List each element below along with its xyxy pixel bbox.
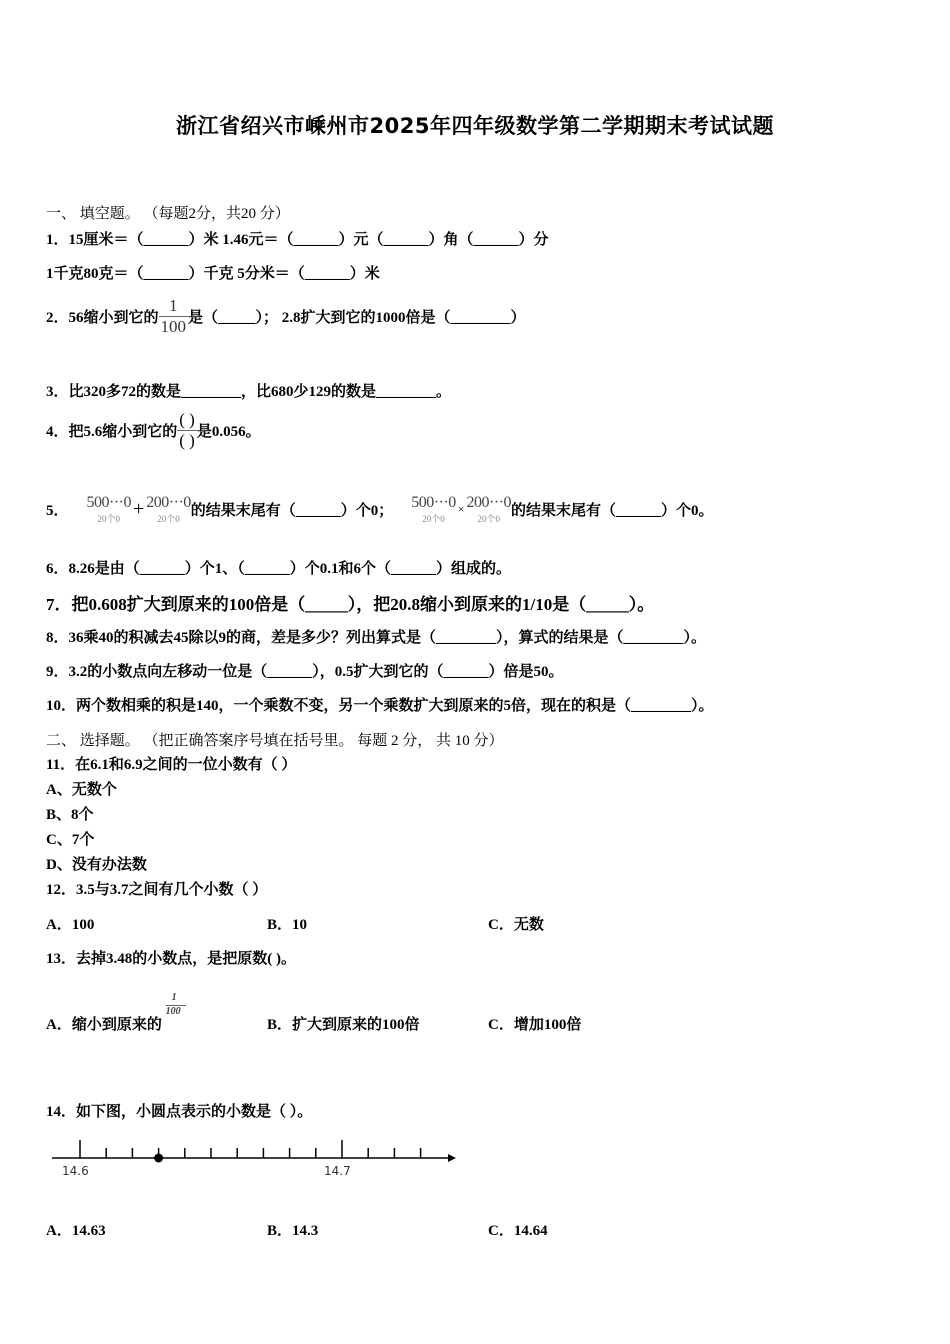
expression-text: 500···0 [86,494,131,511]
question-1a: 1．15厘米＝（______）米 1.46元＝（______）元（______）角（______）分 [46,232,549,248]
question-11-option-c[interactable]: C、7个 [46,832,95,848]
fraction-denominator: 100 [160,317,187,336]
question-2 [46,296,526,337]
question-5 [46,494,714,525]
question-5-number: 5． [46,503,69,519]
question-7: 7．把0.608扩大到原来的100倍是（_____），把20.8缩小到原来的1/10是（_____）。 [46,595,655,614]
number-line-label-start: 14.6 [62,1164,89,1178]
question-13-option-c[interactable]: C．增加100倍 [488,1017,582,1033]
option-a-text: A．缩小到原来的 [46,1017,162,1033]
question-11-option-a[interactable]: A、无数个 [46,782,117,798]
expression-sub: 20个0 [157,514,180,524]
fraction-denominator: ( ) [179,431,195,450]
question-4-pre: 4．把5.6缩小到它的 [46,424,178,440]
question-2-post: 是（_____）； 2.8扩大到它的1000倍是（________） [188,310,526,326]
section-1-heading: 一、 填空题。 （每题2分，共20 分） [46,206,290,222]
page-title: 浙江省绍兴市嵊州市2025年四年级数学第二学期期末考试试题 [176,114,774,138]
question-11-stem: 11．在6.1和6.9之间的一位小数有（ ） [46,757,297,773]
question-14-stem: 14．如下图，小圆点表示的小数是（ ）。 [46,1104,313,1120]
expression-sub: 20个0 [422,514,445,524]
question-3: 3．比320多72的数是________，比680少129的数是________。 [46,384,452,400]
question-5-mid: 的结果末尾有（______）个0； [190,503,394,519]
question-4-post: 是0.056。 [196,424,261,440]
arrow-right-icon [448,1154,456,1162]
fraction-blank [177,410,197,451]
number-line-ticks [80,1140,421,1158]
question-11-option-d[interactable]: D、没有办法数 [46,857,147,873]
question-13-stem: 13．去掉3.48的小数点，是把原数( )。 [46,951,296,967]
question-12-stem: 12．3.5与3.7之间有几个小数（ ） [46,882,268,898]
question-6: 6．8.26是由（______）个1、（______）个0.1和6个（______）组成的。 [46,561,512,577]
fraction-1-100 [165,992,188,1029]
question-12-option-a[interactable]: A．100 [46,917,95,933]
fraction-numerator: 1 [171,992,177,1003]
question-13-option-b[interactable]: B．扩大到原来的100倍 [267,1017,420,1033]
expression-sub: 20个0 [477,514,501,524]
expression-text: 500···0 [411,494,456,511]
number-line-label-end: 14.7 [324,1164,351,1178]
question-13-option-a[interactable] [46,992,188,1034]
number-line [46,1132,466,1182]
question-4 [46,410,261,451]
question-1b: 1千克80克＝（______）千克 5分米＝（______）米 [46,266,380,282]
question-9: 9．3.2的小数点向左移动一位是（______），0.5扩大到它的（______）倍是50。 [46,664,564,680]
point-dot [154,1154,163,1163]
question-14-option-b[interactable]: B．14.3 [267,1223,319,1239]
power-expression-200 [467,494,511,525]
fraction-numerator: ( ) [179,410,195,429]
question-11-option-b[interactable]: B、8个 [46,807,94,823]
expression-text: 200···0 [466,494,512,511]
question-14-option-c[interactable]: C．14.64 [488,1223,548,1239]
expression-text: 200···0 [146,494,191,511]
power-expression-500 [411,494,455,525]
question-5-end: 的结果末尾有（______）个0。 [511,503,714,519]
question-14-option-a[interactable]: A．14.63 [46,1223,106,1239]
question-12-option-c[interactable]: C．无数 [488,917,544,933]
question-2-pre: 2．56缩小到它的 [46,310,159,326]
expression-sub: 20个0 [97,514,121,524]
fraction-denominator: 100 [165,1006,181,1017]
power-expression-200 [146,494,190,525]
power-expression-500 [87,494,131,525]
question-8: 8．36乘40的积减去45除以9的商，差是多少？列出算式是（________），算式的结果是（________）。 [46,630,707,646]
fraction-1-100 [159,296,189,337]
question-10: 10．两个数相乘的积是140，一个乘数不变，另一个乘数扩大到原来的5倍，现在的积是（________）。 [46,698,714,714]
times-sign: × [457,502,465,516]
fraction-numerator: 1 [159,296,189,317]
section-2-heading: 二、 选择题。 （把正确答案序号填在括号里。 每题 2 分， 共 10 分） [46,733,504,749]
question-12-option-b[interactable]: B．10 [267,917,308,933]
plus-sign: + [133,498,145,520]
